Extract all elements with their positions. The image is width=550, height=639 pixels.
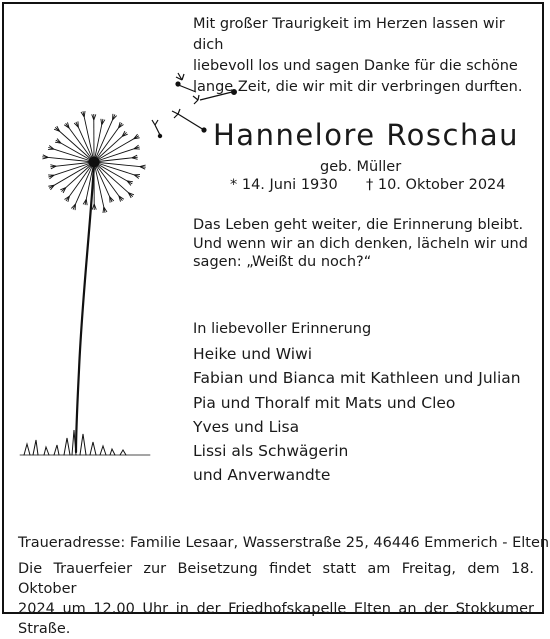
- funeral-info: Die Trauerfeier zur Beisetzung findet statt am Freitag, dem 18. Oktober 2024 um 12.00 Uhr in der Friedhofskapelle Elten an der Stokkumer Straße.: [18, 559, 534, 639]
- mourner-entry: Lissi als Schwägerin: [193, 439, 521, 463]
- mourners-list: [193, 342, 521, 488]
- mourner-entry: Yves und Lisa: [193, 415, 521, 439]
- mourner-entry: Pia und Thoralf mit Mats und Cleo: [193, 391, 521, 415]
- memory-heading: In liebevoller Erinnerung: [193, 321, 371, 337]
- mourner-entry: und Anverwandte: [193, 463, 521, 487]
- quote-text: Das Leben geht weiter, die Erinnerung bleibt. Und wenn wir an dich denken, lächeln wir und sagen: „Weißt du noch?“: [193, 216, 533, 272]
- mourner-entry: Fabian und Bianca mit Kathleen und Julian: [193, 366, 521, 390]
- intro-text: Mit großer Traurigkeit im Herzen lassen wir dich liebevoll los und sagen Danke für die schöne lange Zeit, die wir mit dir verbringen durften.: [193, 14, 533, 98]
- deceased-name: Hannelore Roschau: [213, 118, 519, 152]
- birth-date: * 14. Juni 1930: [230, 177, 338, 193]
- mourner-entry: Heike und Wiwi: [193, 342, 521, 366]
- mourning-address: Traueradresse: Familie Lesaar, Wasserstraße 25, 46446 Emmerich - Elten: [18, 535, 549, 551]
- maiden-name: geb. Müller: [320, 159, 401, 175]
- death-date: † 10. Oktober 2024: [366, 177, 506, 193]
